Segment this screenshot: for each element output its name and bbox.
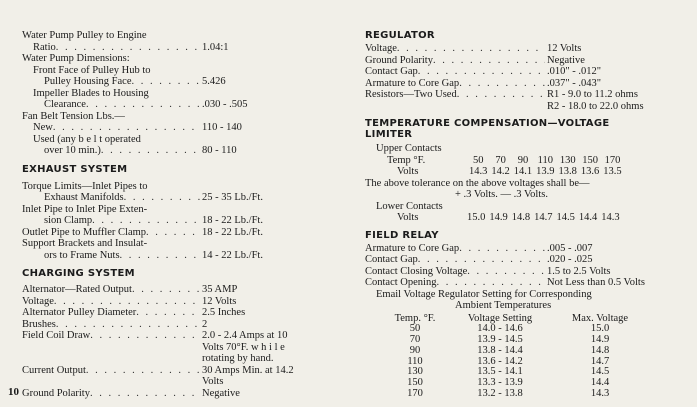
spec-row (22, 204, 342, 216)
spec-label-cell (22, 122, 200, 134)
spec-label-cell (22, 30, 200, 42)
spec-value: 18 - 22 Lb./Ft. (202, 226, 263, 238)
spec-label-cell (22, 307, 200, 319)
spec-label-cell (22, 99, 200, 111)
charging-specs (22, 284, 342, 399)
spec-value: 12 Volts (547, 43, 582, 54)
volt-cell: 14.1 (513, 166, 533, 177)
leader-dots (86, 365, 200, 377)
spec-row (365, 43, 690, 55)
vt-cell: 14.9 (590, 334, 610, 346)
spec-label-cell (22, 42, 200, 54)
spec-row (22, 65, 342, 77)
vt-cell: 70 (409, 334, 421, 346)
leader-dots (54, 296, 200, 308)
spec-label-cell (22, 111, 200, 123)
vt-cell: 110 (407, 355, 423, 367)
upper-contacts-label: Upper Contacts (376, 143, 442, 154)
vt-cell: 170 (407, 388, 423, 400)
temp-cell: 170 (604, 154, 621, 166)
spec-value: .020 - .025 (547, 254, 593, 265)
spec-label-cell (22, 238, 200, 250)
spec-label: Field Coil Draw (22, 330, 91, 341)
volts-label: Volts (397, 166, 419, 177)
regulator-specs (365, 43, 690, 112)
spec-row (22, 365, 342, 377)
spec-row (22, 296, 342, 308)
spec-label: Contact Gap (365, 254, 418, 265)
spec-label-cell (22, 215, 200, 227)
vt-cell: 14.8 (590, 344, 610, 356)
water-pump-specs (22, 30, 342, 157)
regulator-heading: REGULATOR (365, 30, 435, 41)
temp-comp-heading-line2: LIMITER (365, 129, 413, 140)
spec-label: Ratio (33, 41, 56, 53)
spec-label: Clearance (44, 99, 86, 110)
spec-value (200, 88, 202, 100)
spec-value: 1.04:1 (202, 41, 229, 53)
temp-cell: 150 (582, 154, 598, 166)
spec-label: Impeller Blades to Housing (33, 87, 149, 99)
spec-value (200, 238, 202, 250)
spec-row (22, 134, 342, 146)
spec-row (365, 55, 690, 67)
spec-label: Water Pump Pulley to Engine (22, 30, 147, 41)
vt-cell: 13.8 - 14.4 (477, 344, 523, 356)
leader-dots (124, 192, 200, 204)
spec-label: Armature to Core Gap (365, 242, 460, 254)
spec-row (22, 284, 342, 296)
spec-row (22, 227, 342, 239)
spec-label-cell (22, 53, 200, 65)
spec-value (200, 65, 202, 77)
spec-label-cell (22, 296, 200, 308)
lower-volts-row (385, 212, 622, 224)
spec-label-cell (365, 43, 545, 55)
spec-value (200, 53, 202, 65)
spec-label: Ground Polarity (22, 387, 90, 399)
spec-row (365, 78, 690, 90)
spec-label-cell (22, 134, 200, 146)
spec-value: rotating by hand. (202, 353, 274, 364)
voltage-setting-table (385, 314, 645, 400)
spec-row (365, 89, 690, 101)
temp-cell: 50 (472, 154, 484, 166)
vt-cell: 14.5 (590, 366, 610, 378)
spec-row (22, 330, 342, 342)
spec-value: 2.5 Inches (202, 307, 246, 318)
leader-dots (418, 254, 545, 266)
spec-value: 2 (202, 318, 208, 330)
upper-temp-row (385, 155, 624, 167)
spec-value (200, 111, 202, 123)
spec-row (22, 388, 342, 400)
spec-row (22, 76, 342, 88)
right-column (365, 30, 690, 400)
spec-row (22, 122, 342, 134)
vt-cell: 130 (407, 366, 423, 378)
spec-value: .005 - .007 (547, 242, 593, 254)
spec-label-cell (22, 88, 200, 100)
vt-cell: 14.0 - 14.6 (477, 323, 523, 335)
field-relay-specs (365, 243, 690, 289)
volts-label: Volts (397, 212, 419, 223)
spec-row (365, 66, 690, 78)
volt-cell: 13.8 (558, 166, 577, 177)
spec-label: Armature to Core Gap (365, 77, 460, 89)
spec-label: Contact Gap (365, 66, 418, 77)
spec-value: 110 - 140 (202, 122, 242, 133)
vt-cell: 150 (407, 377, 423, 389)
spec-label: Ground Polarity (365, 54, 433, 66)
left-column (22, 30, 342, 399)
spec-label-cell (22, 319, 200, 331)
volt-cell: 14.8 (511, 212, 531, 223)
spec-label: over 10 min.) (44, 145, 101, 156)
volt-cell: 13.9 (536, 166, 555, 177)
exhaust-system-heading: EXHAUST SYSTEM (22, 163, 128, 175)
spec-label-cell (22, 76, 200, 88)
leader-dots (146, 227, 200, 239)
spec-label-cell (22, 181, 200, 193)
vt-cell: 14.7 (590, 355, 610, 367)
volt-cell: 14.4 (578, 212, 598, 223)
spec-label: Front Face of Pulley Hub to (33, 64, 151, 76)
volt-cell: 14.3 (469, 166, 488, 177)
leader-dots (457, 89, 545, 101)
spec-label-cell (365, 55, 545, 67)
spec-row (22, 145, 342, 157)
leader-dots (90, 388, 200, 400)
vt-cell: 13.3 - 13.9 (477, 377, 523, 389)
vt-header: Temp. °F. (394, 312, 436, 324)
volt-cell: 14.2 (491, 166, 510, 177)
vt-row (385, 389, 645, 400)
spec-row (365, 243, 690, 255)
spec-label-cell (22, 65, 200, 77)
vt-cell: 90 (409, 344, 421, 356)
ambient-temps-line: Ambient Temperatures (455, 300, 552, 311)
vt-cell: 13.2 - 13.8 (477, 388, 523, 400)
spec-label: Outlet Pipe to Muffler Clamp (22, 226, 147, 238)
spec-label: Pulley Housing Face (44, 76, 132, 87)
spec-label-cell (22, 353, 200, 365)
spec-value: 1.5 to 2.5 Volts (547, 265, 611, 277)
email-setting-line: Email Voltage Regulator Setting for Corresponding (376, 288, 592, 300)
spec-row (22, 250, 342, 262)
spec-value (200, 30, 202, 42)
tolerance-text: The above tolerance on the above voltages shall be— (365, 177, 590, 189)
spec-value: Not Less than 0.5 Volts (547, 277, 645, 288)
spec-value: Volts 70°F. w h i l e (202, 341, 285, 353)
leader-dots (53, 122, 200, 134)
spec-label: sion Clamp (44, 215, 93, 226)
spec-label: Contact Opening (365, 277, 437, 288)
leader-dots (459, 78, 545, 90)
spec-value (200, 134, 202, 146)
spec-row (22, 192, 342, 204)
spec-row (365, 254, 690, 266)
vt-cell: 13.9 - 14.5 (477, 334, 523, 346)
tolerance-values: + .3 Volts. — .3 Volts. (455, 189, 548, 200)
spec-row (22, 88, 342, 100)
leader-dots (101, 145, 200, 157)
spec-label-cell (22, 376, 200, 388)
field-relay-heading: FIELD RELAY (365, 229, 439, 241)
spec-label: Voltage (22, 295, 54, 307)
spec-value: .030 - .505 (202, 99, 248, 110)
spec-label-cell (22, 388, 200, 400)
spec-label-cell (22, 204, 200, 216)
spec-label: Voltage (365, 43, 397, 54)
leader-dots (132, 284, 200, 296)
spec-label-cell (365, 66, 545, 78)
spec-row (22, 53, 342, 65)
spec-label-cell (22, 342, 200, 354)
upper-contacts-table (385, 155, 624, 178)
spec-value: 30 Amps Min. at 14.2 (202, 364, 294, 376)
spec-row (22, 111, 342, 123)
temp-comp-heading: TEMPERATURE COMPENSATION—VOLTAGE (365, 118, 610, 129)
spec-label: Used (any b e l t operated (33, 133, 141, 145)
spec-label: Current Output (22, 364, 86, 376)
spec-row (22, 215, 342, 227)
vt-cell: 14.4 (590, 377, 610, 389)
lower-contacts-table (385, 212, 622, 224)
vt-header: Voltage Setting (467, 312, 533, 324)
spec-label-cell (22, 284, 200, 296)
spec-value: 12 Volts (202, 295, 237, 307)
upper-volts-row (385, 166, 624, 178)
leader-dots (120, 250, 200, 262)
spec-row (365, 266, 690, 278)
spec-row (22, 42, 342, 54)
spec-row (22, 181, 342, 193)
spec-label: Water Pump Dimensions: (22, 53, 130, 64)
spec-label-cell (22, 192, 200, 204)
spec-label-cell (365, 89, 545, 101)
spec-label-cell (22, 227, 200, 239)
leader-dots (56, 42, 200, 54)
spec-row (22, 342, 342, 354)
temp-cell: 110 (537, 154, 553, 166)
spec-row (365, 277, 690, 289)
spec-label: Support Brackets and Insulat- (22, 238, 148, 249)
spec-label: Contact Closing Voltage (365, 265, 468, 277)
spec-label: ors to Frame Nuts (44, 249, 120, 261)
spec-row (22, 353, 342, 365)
volt-cell: 14.9 (489, 212, 508, 223)
spec-value: 2.0 - 2.4 Amps at 10 (202, 330, 288, 341)
spec-label-cell (365, 254, 545, 266)
vt-cell: 13.6 - 14.2 (477, 355, 523, 367)
spec-label: Torque Limits—Inlet Pipes to (22, 180, 148, 192)
leader-dots (397, 43, 545, 55)
volt-cell: 14.7 (534, 212, 553, 223)
spec-value (200, 204, 202, 216)
spec-value: Negative (202, 387, 240, 399)
leader-dots (136, 307, 200, 319)
leader-dots (436, 277, 545, 289)
spec-label: Brushes (22, 318, 56, 330)
spec-label-cell (365, 101, 545, 113)
vt-cell: 50 (409, 323, 421, 335)
spec-row (22, 376, 342, 388)
lower-contacts-label: Lower Contacts (376, 200, 443, 212)
spec-label-cell (365, 277, 545, 289)
temp-cell: 70 (495, 154, 506, 166)
vt-header: Max. Voltage (571, 312, 629, 324)
spec-label-cell (365, 266, 545, 278)
spec-value: R1 - 9.0 to 11.2 ohms (547, 89, 638, 100)
leader-dots (90, 330, 200, 342)
spec-label-cell (22, 250, 200, 262)
spec-label: Resistors—Two Used (365, 89, 457, 100)
spec-label: Inlet Pipe to Inlet Pipe Exten- (22, 203, 148, 215)
spec-value: 14 - 22 Lb./Ft. (202, 249, 263, 261)
volt-cell: 14.5 (556, 212, 575, 223)
spec-label: Alternator Pulley Diameter (22, 307, 137, 318)
spec-row (22, 319, 342, 331)
volt-cell: 13.5 (603, 166, 622, 177)
spec-row (365, 101, 690, 113)
spec-value: .037" - .043" (547, 77, 602, 89)
spec-label-cell (22, 145, 200, 157)
leader-dots (86, 99, 200, 111)
exhaust-specs (22, 181, 342, 262)
spec-value: R2 - 18.0 to 22.0 ohms (547, 100, 644, 112)
volt-cell: 15.0 (467, 212, 486, 223)
vt-cell: 14.3 (590, 388, 610, 400)
spec-value (200, 181, 202, 193)
leader-dots (467, 266, 545, 278)
vt-cell: 13.5 - 14.1 (477, 366, 523, 378)
spec-label-cell (22, 330, 200, 342)
spec-value: Negative (547, 54, 585, 66)
volt-cell: 14.3 (601, 212, 620, 223)
spec-value: 25 - 35 Lb./Ft. (202, 192, 263, 203)
leader-dots (433, 55, 545, 67)
page-number: 10 (8, 386, 19, 398)
spec-value: 18 - 22 Lb./Ft. (202, 215, 263, 226)
charging-system-heading: CHARGING SYSTEM (22, 268, 135, 279)
temp-cell: 130 (559, 154, 576, 166)
spec-label: Fan Belt Tension Lbs.— (22, 110, 125, 122)
spec-row (22, 99, 342, 111)
volt-cell: 13.6 (580, 166, 600, 177)
leader-dots (56, 319, 200, 331)
temp-label: Temp °F. (387, 154, 426, 166)
spec-label-cell (365, 78, 545, 90)
spec-label: Alternator—Rated Output (22, 284, 132, 295)
spec-row (22, 307, 342, 319)
spec-row (22, 238, 342, 250)
spec-label-cell (22, 365, 200, 377)
leader-dots (459, 243, 545, 255)
vt-cell: 15.0 (590, 323, 610, 335)
spec-row (22, 30, 342, 42)
leader-dots (418, 66, 545, 78)
spec-value: 5.426 (202, 76, 226, 87)
leader-dots (132, 76, 201, 88)
leader-dots (92, 215, 200, 227)
spec-value: 35 AMP (202, 284, 238, 295)
spec-label: New (33, 122, 53, 133)
spec-label-cell (365, 243, 545, 255)
spec-value: Volts (202, 376, 224, 387)
temp-cell: 90 (517, 154, 529, 166)
spec-value: 80 - 110 (202, 145, 237, 156)
spec-value: .010" - .012" (547, 66, 602, 77)
spec-label: Exhaust Manifolds (44, 192, 124, 203)
